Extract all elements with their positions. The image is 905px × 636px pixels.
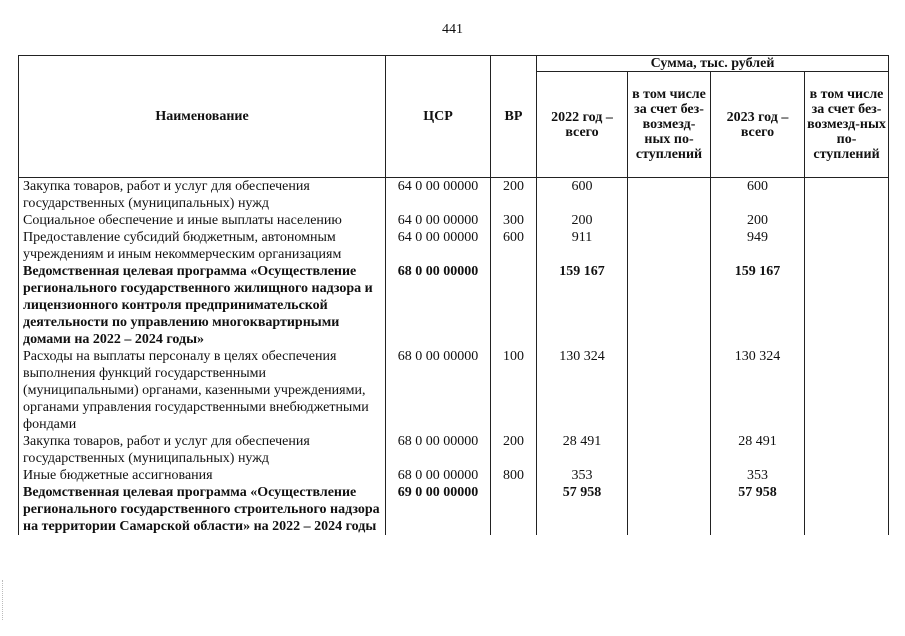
page-number: 441 bbox=[442, 22, 463, 37]
row-csr: 68 0 00 00000 bbox=[386, 348, 491, 433]
row-2022-free bbox=[628, 348, 711, 433]
row-csr: 64 0 00 00000 bbox=[386, 229, 491, 263]
row-name: Ведомственная целевая программа «Осуществление регионального государственного жилищного надзора и лицензионного контроля предпринимательской деятельности по управлению многоквартирными домами на 2022 – 2024 годы» bbox=[19, 263, 386, 348]
row-2022-total: 600 bbox=[537, 178, 628, 213]
row-name: Предоставление субсидий бюджетным, автономным учреждениям и иным некоммерческим организациям bbox=[19, 229, 386, 263]
row-2022-free bbox=[628, 212, 711, 229]
row-csr: 68 0 00 00000 bbox=[386, 263, 491, 348]
row-2023-free bbox=[805, 263, 889, 348]
header-vr: ВР bbox=[491, 56, 537, 178]
budget-table bbox=[18, 55, 889, 535]
row-name: Расходы на выплаты персоналу в целях обеспечения выполнения функций государственными (муниципальными) органами, казенными учреждениями, органами управления государственными внебюджетными фондами bbox=[19, 348, 386, 433]
row-2022-free bbox=[628, 467, 711, 484]
row-2022-total: 28 491 bbox=[537, 433, 628, 467]
row-2022-total: 159 167 bbox=[537, 263, 628, 348]
row-2022-total: 911 bbox=[537, 229, 628, 263]
row-2023-free bbox=[805, 178, 889, 213]
row-2023-total: 949 bbox=[711, 229, 805, 263]
row-2023-free bbox=[805, 484, 889, 535]
row-csr: 64 0 00 00000 bbox=[386, 212, 491, 229]
header-2022-total: 2022 год – всего bbox=[537, 72, 628, 178]
header-2023-free: в том числе за счет без-возмезд-ных по-ступлений bbox=[805, 72, 889, 178]
row-2023-free bbox=[805, 212, 889, 229]
row-2023-total: 159 167 bbox=[711, 263, 805, 348]
row-2023-free bbox=[805, 467, 889, 484]
row-vr: 200 bbox=[491, 433, 537, 467]
row-2022-total: 353 bbox=[537, 467, 628, 484]
row-vr: 300 bbox=[491, 212, 537, 229]
header-name: Наименование bbox=[19, 56, 386, 178]
row-name: Закупка товаров, работ и услуг для обеспечения государственных (муниципальных) нужд bbox=[19, 433, 386, 467]
row-2023-total: 353 bbox=[711, 467, 805, 484]
table-row bbox=[19, 433, 889, 467]
table-row-program bbox=[19, 263, 889, 348]
row-2023-free bbox=[805, 229, 889, 263]
row-vr: 200 bbox=[491, 178, 537, 213]
row-name: Социальное обеспечение и иные выплаты населению bbox=[19, 212, 386, 229]
row-vr bbox=[491, 263, 537, 348]
row-2023-free bbox=[805, 433, 889, 467]
row-2023-total: 200 bbox=[711, 212, 805, 229]
row-2022-free bbox=[628, 484, 711, 535]
table-row bbox=[19, 229, 889, 263]
header-row-1 bbox=[19, 56, 889, 72]
table-row bbox=[19, 467, 889, 484]
row-2023-total: 28 491 bbox=[711, 433, 805, 467]
table-row-program bbox=[19, 484, 889, 535]
header-2023-total: 2023 год – всего bbox=[711, 72, 805, 178]
row-2022-free bbox=[628, 229, 711, 263]
row-2023-total: 600 bbox=[711, 178, 805, 213]
header-csr: ЦСР bbox=[386, 56, 491, 178]
row-2022-total: 200 bbox=[537, 212, 628, 229]
row-csr: 68 0 00 00000 bbox=[386, 467, 491, 484]
row-name: Закупка товаров, работ и услуг для обеспечения государственных (муниципальных) нужд bbox=[19, 178, 386, 213]
row-csr: 68 0 00 00000 bbox=[386, 433, 491, 467]
table-row bbox=[19, 212, 889, 229]
row-2023-free bbox=[805, 348, 889, 433]
row-2023-total: 130 324 bbox=[711, 348, 805, 433]
row-2022-total: 57 958 bbox=[537, 484, 628, 535]
header-2022-free: в том числе за счет без-возмезд-ных по-ступлений bbox=[628, 72, 711, 178]
table-row bbox=[19, 348, 889, 433]
row-vr: 800 bbox=[491, 467, 537, 484]
row-vr: 600 bbox=[491, 229, 537, 263]
row-2022-total: 130 324 bbox=[537, 348, 628, 433]
row-name: Ведомственная целевая программа «Осуществление регионального государственного строительного надзора на территории Самарской области» на 2022 – 2024 годы bbox=[19, 484, 386, 535]
table-row bbox=[19, 178, 889, 213]
row-2023-total: 57 958 bbox=[711, 484, 805, 535]
row-csr: 64 0 00 00000 bbox=[386, 178, 491, 213]
header-sum-group: Сумма, тыс. рублей bbox=[537, 56, 889, 72]
row-vr: 100 bbox=[491, 348, 537, 433]
row-2022-free bbox=[628, 263, 711, 348]
row-vr bbox=[491, 484, 537, 535]
row-2022-free bbox=[628, 178, 711, 213]
scan-edge-mark bbox=[2, 580, 5, 620]
row-csr: 69 0 00 00000 bbox=[386, 484, 491, 535]
row-name: Иные бюджетные ассигнования bbox=[19, 467, 386, 484]
row-2022-free bbox=[628, 433, 711, 467]
